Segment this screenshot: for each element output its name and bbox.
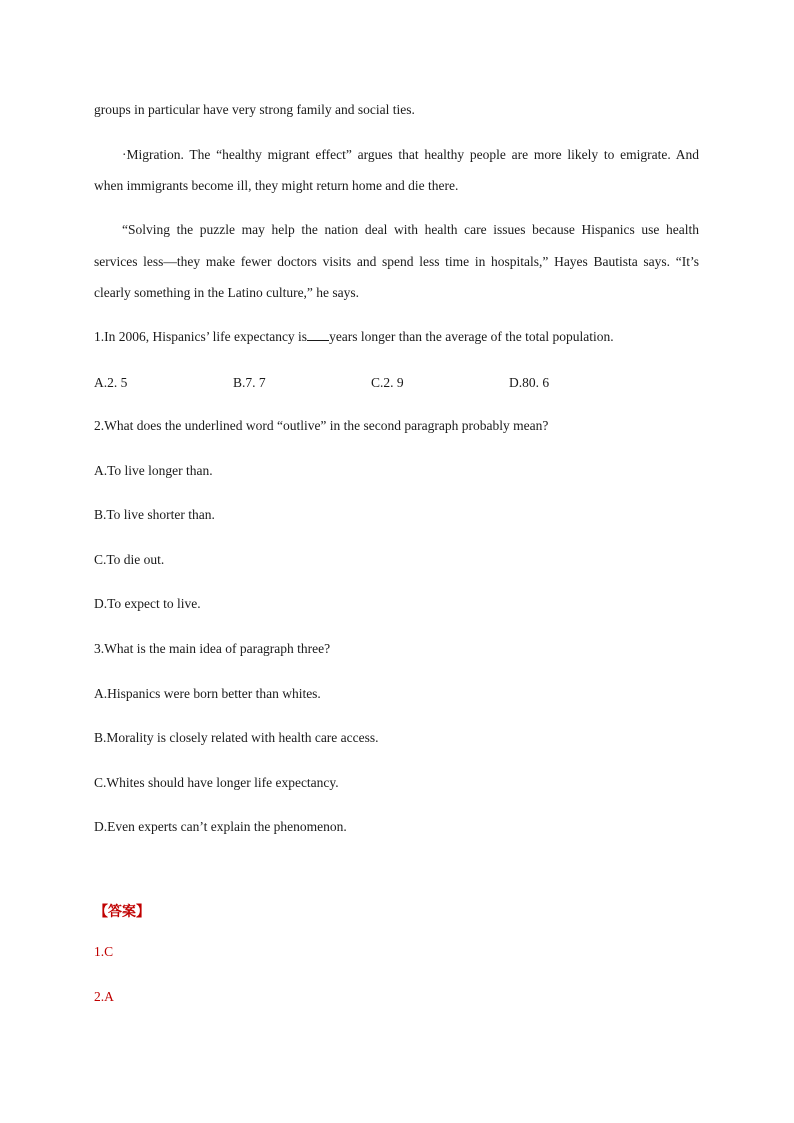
q1-option-a: A.2. 5 <box>94 375 128 390</box>
passage-p1-tail: groups in particular have very strong family and social ties. <box>94 102 415 117</box>
passage-p2-line2: when immigrants become ill, they might return home and die there. <box>94 178 459 193</box>
q3-option-a: A.Hispanics were born better than whites. <box>94 686 321 701</box>
question-2: 2.What does the underlined word “outlive” in the second paragraph probably mean? <box>94 418 549 433</box>
q3-option-b: B.Morality is closely related with health care access. <box>94 730 379 745</box>
passage-p3-line3: clearly something in the Latino culture,” he says. <box>94 285 360 300</box>
passage-p3-line2: services less—they make fewer doctors visits and spend less time in hospitals,” Hayes Bautista says. “It’s <box>94 254 699 269</box>
question-1-after: years longer than the average of the total population. <box>329 329 614 344</box>
q3-option-d: D.Even experts can’t explain the phenomenon. <box>94 819 347 834</box>
question-1 <box>94 328 699 346</box>
passage-p2-line1: ·Migration. The “healthy migrant effect” argues that healthy people are more likely to emigrate. And <box>122 147 699 162</box>
answer-item-1: 1.C <box>94 944 114 959</box>
q2-option-a: A.To live longer than. <box>94 463 213 478</box>
q2-option-d: D.To expect to live. <box>94 596 201 611</box>
question-1-before: 1.In 2006, Hispanics’ life expectancy is <box>94 329 308 344</box>
question-3: 3.What is the main idea of paragraph three? <box>94 641 331 656</box>
answer-heading: 【答案】 <box>94 904 150 920</box>
answer-item-2: 2.A <box>94 989 114 1004</box>
passage-p3-line1: “Solving the puzzle may help the nation deal with health care issues because Hispanics use health <box>122 222 699 237</box>
q1-option-c: C.2. 9 <box>371 375 404 390</box>
q2-option-b: B.To live shorter than. <box>94 507 215 522</box>
q3-option-c: C.Whites should have longer life expectancy. <box>94 775 339 790</box>
question-1-options <box>94 374 699 392</box>
q2-option-c: C.To die out. <box>94 552 165 567</box>
q1-option-d: D.80. 6 <box>509 375 550 390</box>
q1-option-b: B.7. 7 <box>233 375 266 390</box>
answer-blank <box>307 328 329 341</box>
